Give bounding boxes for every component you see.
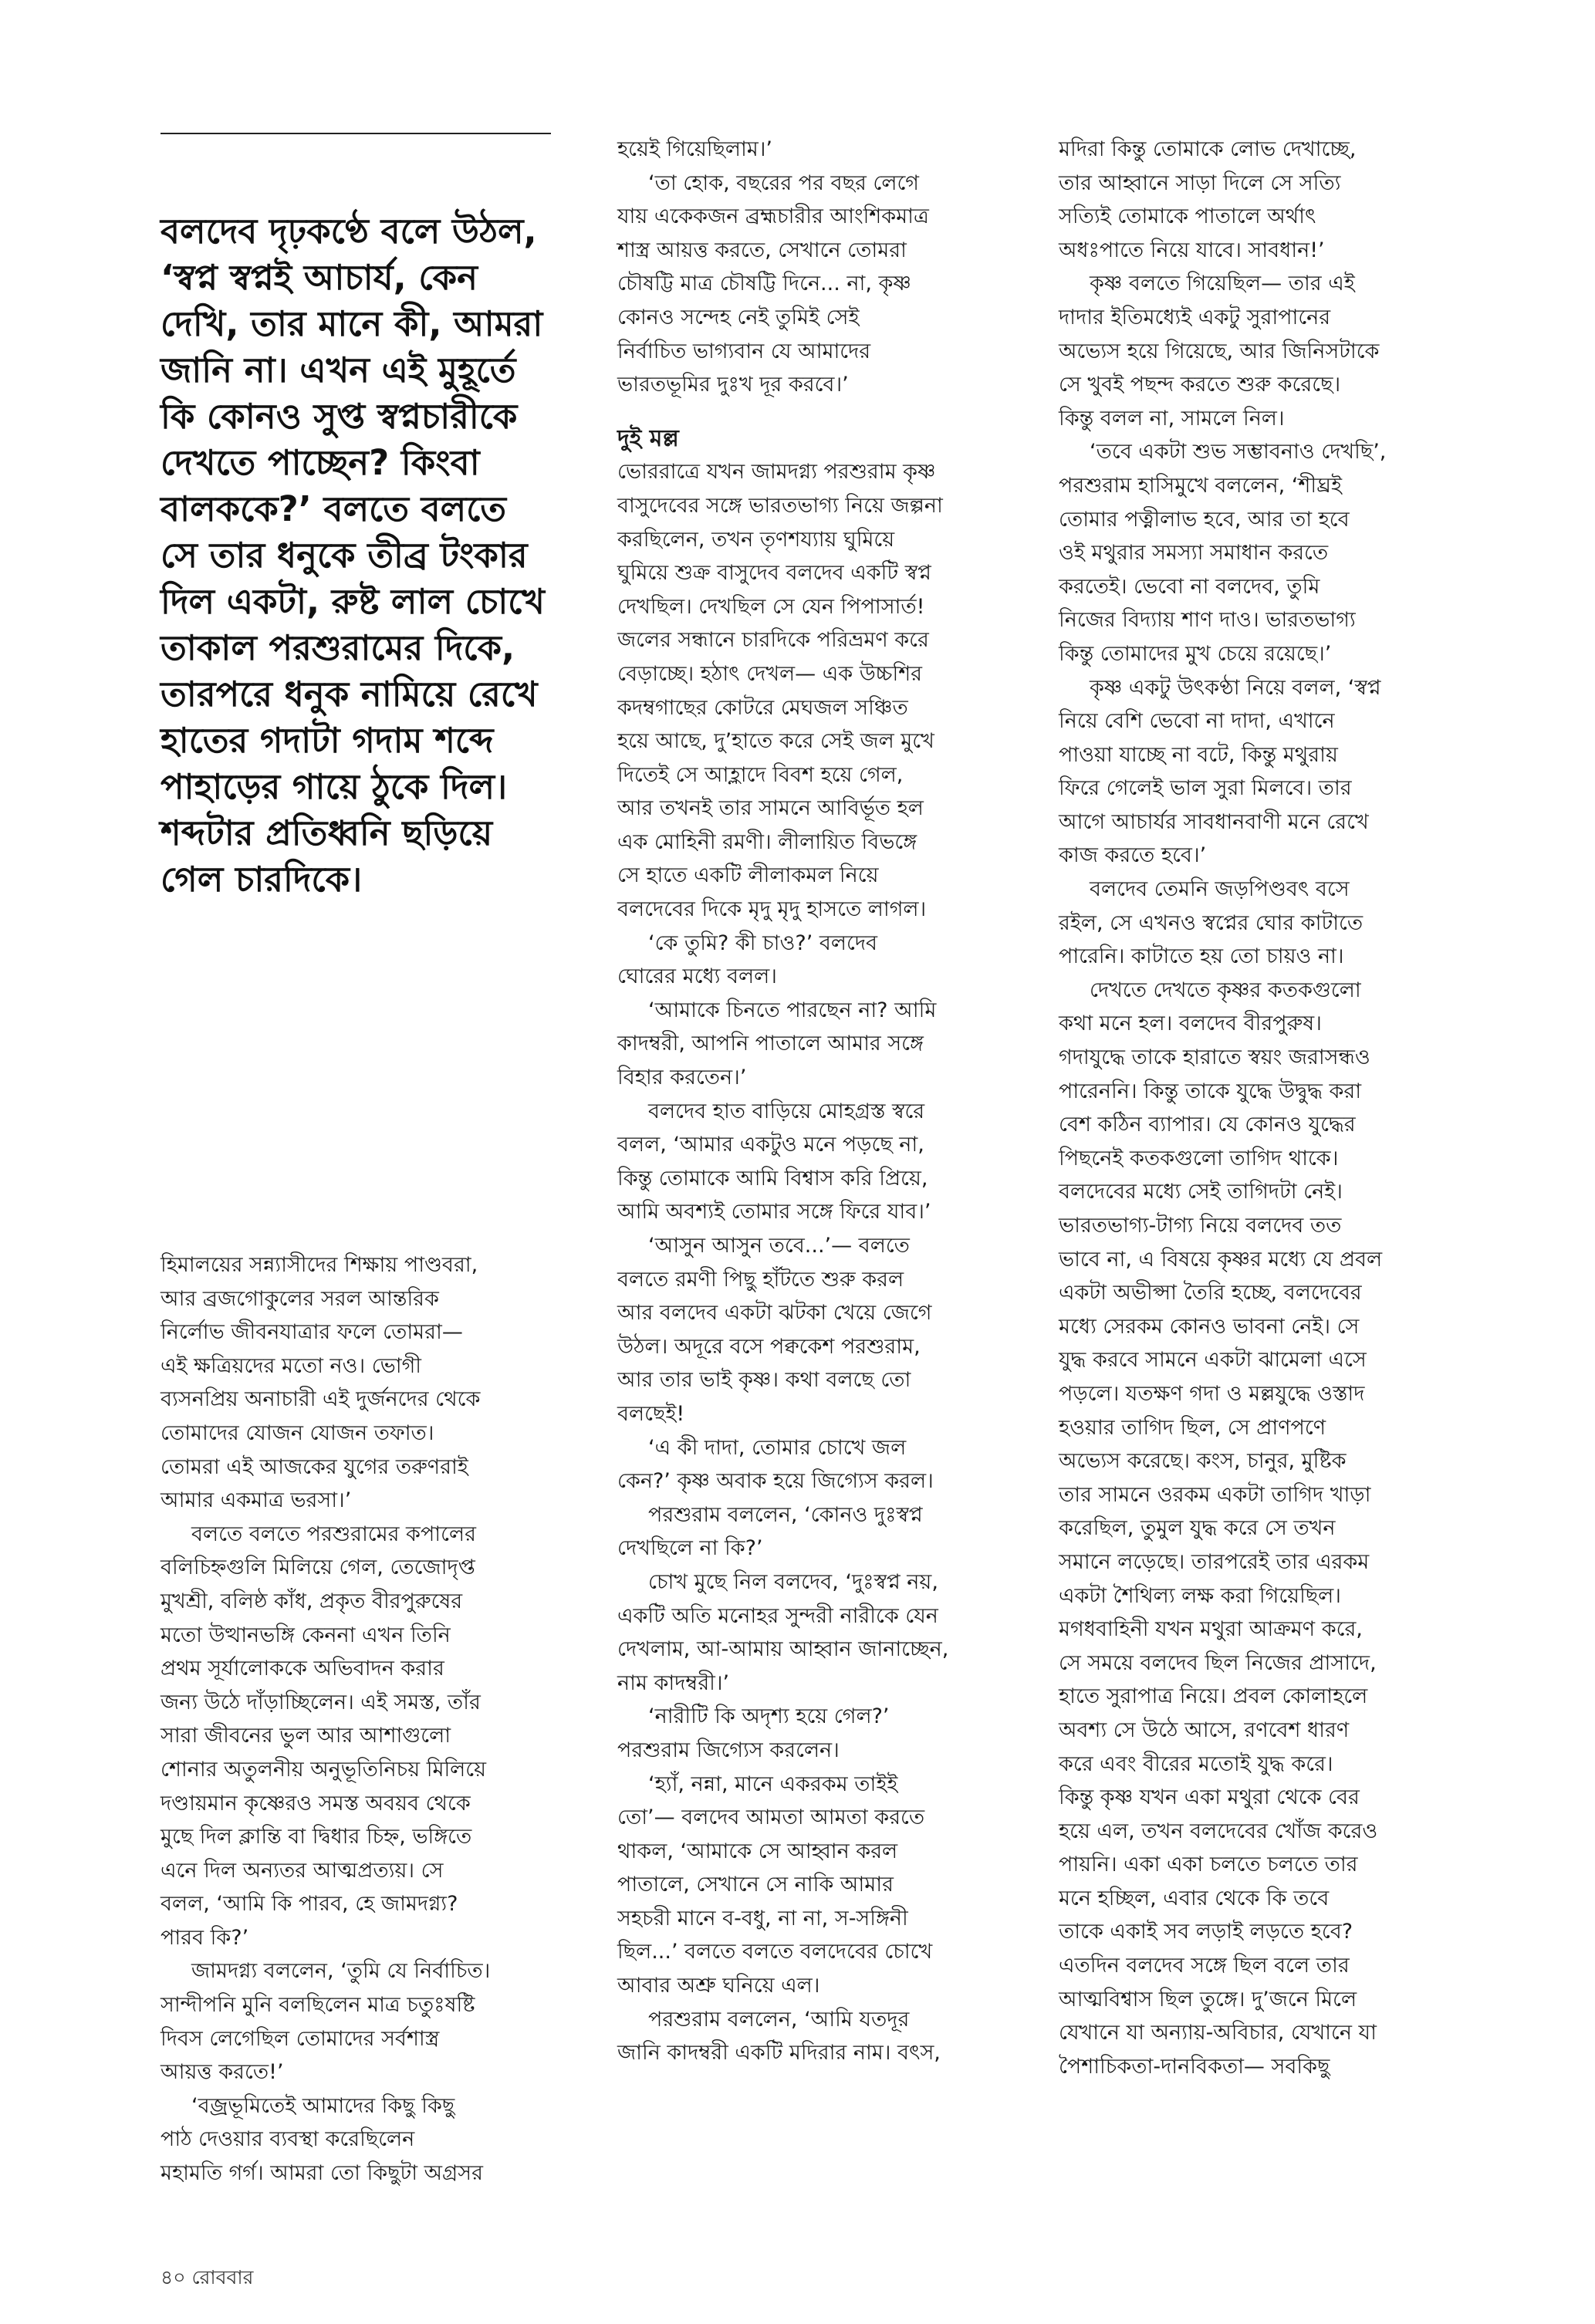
text-line: দেখলাম, আ-আমায় আহ্বান জানাচ্ছেন, bbox=[617, 1637, 949, 1662]
text-line: তাকে একাই সব লড়াই লড়তে হবে? bbox=[1059, 1920, 1353, 1944]
text-line: উঠল। অদূরে বসে পক্বকেশ পরশুরাম, bbox=[617, 1334, 921, 1359]
pull-quote-rule bbox=[161, 133, 551, 134]
text-line: পরশুরাম হাসিমুখে বললেন, ‘শীঘ্রই bbox=[1059, 473, 1342, 498]
text-line: ‘এ কী দাদা, তোমার চোখে জল bbox=[648, 1435, 907, 1460]
text-line: আত্মবিশ্বাস ছিল তুঙ্গে। দু’জনে মিলে bbox=[1059, 1987, 1357, 2012]
text-line: একটা অভীপ্সা তৈরি হচ্ছে, বলদেবের bbox=[1059, 1281, 1362, 1306]
text-line: সে খুবই পছন্দ করতে শুরু করেছে। bbox=[1059, 373, 1341, 397]
pull-quote bbox=[161, 208, 569, 903]
text-line: দেখতে দেখতে কৃষ্ণর কতকগুলো bbox=[1090, 978, 1361, 1002]
text-line: বেড়াচ্ছে। হঠাৎ দেখল— এক উচ্চশির bbox=[617, 661, 923, 686]
pull-quote-line: বালককে?’ বলতে বলতে bbox=[161, 488, 507, 529]
text-line: মদিরা কিন্তু তোমাকে লোভ দেখাচ্ছে, bbox=[1059, 137, 1357, 161]
text-line: ভোররাত্রে যখন জামদগ্ন্য পরশুরাম কৃষ্ণ bbox=[617, 460, 936, 485]
text-line: সে সময়ে বলদেব ছিল নিজের প্রাসাদে, bbox=[1059, 1650, 1377, 1675]
text-line: গদাযুদ্ধে তাকে হারাতে স্বয়ং জরাসন্ধও bbox=[1059, 1045, 1370, 1070]
text-line: দণ্ডায়মান কৃষ্ণেরও সমস্ত অবয়ব থেকে bbox=[161, 1791, 471, 1816]
text-line: মগধবাহিনী যখন মথুরা আক্রমণ করে, bbox=[1059, 1617, 1363, 1642]
text-line: দেখছিলে না কি?’ bbox=[617, 1536, 763, 1561]
text-line: নির্বাচিত ভাগ্যবান যে আমাদের bbox=[617, 339, 871, 363]
text-line: কেন?’ কৃষ্ণ অবাক হয়ে জিগ্যেস করল। bbox=[617, 1469, 934, 1494]
text-line: দাদার ইতিমধ্যেই একটু সুরাপানের bbox=[1059, 305, 1331, 329]
text-line: জলের সন্ধানে চারদিকে পরিভ্রমণ করে bbox=[617, 628, 929, 653]
text-line: ঘুমিয়ে শুক্র বাসুদেব বলদেব একটি স্বপ্ন bbox=[617, 561, 931, 586]
text-line: অবশ্য সে উঠে আসে, রণবেশ ধারণ bbox=[1059, 1718, 1350, 1742]
text-line: চৌষট্টি মাত্র চৌষট্টি দিনে... না, কৃষ্ণ bbox=[617, 272, 911, 296]
text-line: এই ক্ষত্রিয়দের মতো নও। ভোগী bbox=[161, 1353, 422, 1378]
text-line: বাসুদেবের সঙ্গে ভারতভাগ্য নিয়ে জল্পনা bbox=[617, 493, 943, 518]
text-line: মুখশ্রী, বলিষ্ঠ কাঁধ, প্রকৃত বীরপুরুষের bbox=[161, 1589, 463, 1613]
text-line: জানি কাদম্বরী একটি মদিরার নাম। বৎস, bbox=[617, 2041, 941, 2066]
text-line: হয়ে এল, তখন বলদেবের খোঁজ করেও bbox=[1059, 1819, 1378, 1843]
text-line: হওয়ার তাগিদ ছিল, সে প্রাণপণে bbox=[1059, 1415, 1326, 1440]
text-line: সহচরী মানে ব-বধু, না না, স-সঙ্গিনী bbox=[617, 1906, 908, 1930]
pull-quote-line: সে তার ধনুকে তীব্র টংকার bbox=[161, 535, 528, 576]
text-line: কিন্তু তোমাদের মুখ চেয়ে রয়েছে।’ bbox=[1059, 641, 1332, 666]
column-middle-lower bbox=[617, 455, 1003, 2070]
text-line: পাঠ দেওয়ার ব্যবস্থা করেছিলেন bbox=[161, 2127, 415, 2152]
text-line: সে হাতে একটি লীলাকমল নিয়ে bbox=[617, 863, 879, 888]
text-line: বিহার করতেন।’ bbox=[617, 1066, 747, 1090]
text-line: দিবস লেগেছিল তোমাদের সর্বশাস্ত্র bbox=[161, 2026, 440, 2051]
text-line: বেশ কঠিন ব্যাপার। যে কোনও যুদ্ধের bbox=[1059, 1113, 1356, 1137]
text-line: কিন্তু তোমাকে আমি বিশ্বাস করি প্রিয়ে, bbox=[617, 1166, 928, 1191]
text-line: ‘তা হোক, বছরের পর বছর লেগে bbox=[648, 171, 920, 195]
text-line: নাম কাদম্বরী।’ bbox=[617, 1670, 730, 1695]
text-line: হাতে সুরাপাত্র নিয়ে। প্রবল কোলাহলে bbox=[1059, 1684, 1368, 1709]
text-line: একটি অতি মনোহর সুন্দরী নারীকে যেন bbox=[617, 1603, 938, 1628]
text-line: আগে আচার্যর সাবধানবাণী মনে রেখে bbox=[1059, 809, 1369, 834]
pull-quote-line: শব্দটার প্রতিধ্বনি ছড়িয়ে bbox=[161, 812, 493, 853]
text-line: ভারতভূমির দুঃখ দূর করবে।’ bbox=[617, 373, 849, 397]
text-line: ভারতভাগ্য-টাগ্য নিয়ে বলদেব তত bbox=[1059, 1214, 1342, 1238]
text-line: বলছেই! bbox=[617, 1401, 685, 1426]
text-line: বলল, ‘আমার একটুও মনে পড়ছে না, bbox=[617, 1133, 924, 1157]
text-line: বলদেব তেমনি জড়পিণ্ডবৎ বসে bbox=[1090, 877, 1350, 902]
text-line: বলতে রমণী পিছু হাঁটতে শুরু করল bbox=[617, 1267, 904, 1292]
pull-quote-line: গেল চারদিকে। bbox=[161, 859, 363, 900]
text-line: বলদেব হাত বাড়িয়ে মোহগ্রস্ত স্বরে bbox=[648, 1099, 925, 1123]
text-line: যেখানে যা অন্যায়-অবিচার, যেখানে যা bbox=[1059, 2021, 1377, 2045]
section-heading: দুই মল্ল bbox=[617, 424, 679, 452]
magazine-name: রোববার bbox=[191, 2266, 254, 2289]
text-line: বলদেবের মধ্যে সেই তাগিদটা নেই। bbox=[1059, 1180, 1343, 1204]
pull-quote-line: জানি না। এখন এই মুহূর্তে bbox=[161, 350, 516, 390]
text-line: পারেনি। কাটাতে হয় তো চায়ও না। bbox=[1059, 944, 1344, 969]
text-line: সান্দীপনি মুনি বলছিলেন মাত্র চতুঃষষ্টি bbox=[161, 1993, 475, 2018]
pull-quote-line: তারপরে ধনুক নামিয়ে রেখে bbox=[161, 674, 538, 714]
text-line: কোনও সন্দেহ নেই তুমিই সেই bbox=[617, 305, 860, 329]
text-line: পারেননি। কিন্তু তাকে যুদ্ধে উদ্বুদ্ধ করা bbox=[1059, 1079, 1362, 1103]
text-line: হিমালয়ের সন্ন্যাসীদের শিক্ষায় পাণ্ডবরা, bbox=[161, 1253, 478, 1277]
text-line: চোখ মুছে নিল বলদেব, ‘দুঃস্বপ্ন নয়, bbox=[648, 1569, 938, 1594]
text-line: কৃষ্ণ একটু উৎকণ্ঠা নিয়ে বলল, ‘স্বপ্ন bbox=[1090, 675, 1381, 700]
text-line: তোমার পত্নীলাভ হবে, আর তা হবে bbox=[1059, 507, 1350, 532]
text-line: সমানে লড়েছে। তারপরেই তার এরকম bbox=[1059, 1549, 1370, 1574]
text-line: কাজ করতে হবে।’ bbox=[1059, 843, 1207, 868]
text-line: বলিচিহ্নগুলি মিলিয়ে গেল, তেজোদৃপ্ত bbox=[161, 1556, 475, 1580]
text-line: আর তখনই তার সামনে আবির্ভূত হল bbox=[617, 796, 924, 821]
text-line: তোমাদের যোজন যোজন তফাত। bbox=[161, 1420, 434, 1445]
text-line: কথা মনে হল। বলদেব বীরপুরুষ। bbox=[1059, 1012, 1322, 1036]
text-line: ‘আসুন আসুন তবে...’— বলতে bbox=[648, 1234, 910, 1258]
column-right bbox=[1059, 133, 1445, 2083]
pull-quote-line: দেখি, তার মানে কী, আমরা bbox=[161, 303, 543, 344]
text-line: দিতেই সে আহ্লাদে বিবশ হয়ে গেল, bbox=[617, 762, 904, 787]
pull-quote-line: দিল একটা, রুষ্ট লাল চোখে bbox=[161, 581, 545, 622]
text-line: একটা শৈথিল্য লক্ষ করা গিয়েছিল। bbox=[1059, 1583, 1341, 1608]
text-line: অধঃপাতে নিয়ে যাবে। সাবধান!’ bbox=[1059, 238, 1325, 262]
text-line: করেছিল, তুমুল যুদ্ধ করে সে তখন bbox=[1059, 1516, 1336, 1541]
text-line: ঘোরের মধ্যে বলল। bbox=[617, 964, 777, 989]
text-line: আর বলদেব একটা ঝটকা খেয়ে জেগে bbox=[617, 1301, 932, 1326]
text-line: দেখছিল। দেখছিল সে যেন পিপাসার্ত! bbox=[617, 594, 925, 619]
text-line: পারব কি?’ bbox=[161, 1925, 249, 1950]
text-line: মুছে দিল ক্লান্তি বা দ্বিধার চিহ্ন, ভঙ্গিতে bbox=[161, 1825, 472, 1849]
text-line: ছিল...’ বলতে বলতে বলদেবের চোখে bbox=[617, 1940, 933, 1964]
text-line: মধ্যে সেরকম কোনও ভাবনা নেই। সে bbox=[1059, 1314, 1360, 1339]
text-line: পরশুরাম জিগ্যেস করলেন। bbox=[617, 1738, 840, 1762]
pull-quote-line: ‘স্বপ্ন স্বপ্নই আচার্য, কেন bbox=[161, 257, 478, 298]
text-line: করে এবং বীরের মতোই যুদ্ধ করে। bbox=[1059, 1751, 1333, 1776]
text-line: কিন্তু কৃষ্ণ যখন একা মথুরা থেকে বের bbox=[1059, 1785, 1360, 1810]
text-line: কিন্তু বলল না, সামলে নিল। bbox=[1059, 406, 1285, 431]
text-line: করছিলেন, তখন তৃণশয্যায় ঘুমিয়ে bbox=[617, 527, 895, 552]
pull-quote-line: হাতের গদাটা গদাম শব্দে bbox=[161, 720, 494, 761]
text-line: ব্যসনপ্রিয় অনাচারী এই দুর্জনদের থেকে bbox=[161, 1387, 481, 1412]
pull-quote-line: কি কোনও সুপ্ত স্বপ্নচারীকে bbox=[161, 396, 518, 437]
text-line: ‘কে তুমি? কী চাও?’ বলদেব bbox=[648, 931, 878, 955]
text-line: বলতে বলতে পরশুরামের কপালের bbox=[191, 1522, 476, 1546]
text-line: ‘হ্যাঁ, নন্না, মানে একরকম তাইই bbox=[648, 1772, 898, 1796]
text-line: জন্য উঠে দাঁড়াচ্ছিলেন। এই সমস্ত, তাঁর bbox=[161, 1690, 481, 1714]
text-line: সত্যিই তোমাকে পাতালে অর্থাৎ bbox=[1059, 204, 1316, 229]
text-line: করতেই। ভেবো না বলদেব, তুমি bbox=[1059, 574, 1320, 599]
text-line: ‘বজ্রভূমিতেই আমাদের কিছু কিছু bbox=[191, 2093, 455, 2118]
text-line: যুদ্ধ করবে সামনে একটা ঝামেলা এসে bbox=[1059, 1348, 1367, 1373]
text-line: হয়ে আছে, দু’হাতে করে সেই জল মুখে bbox=[617, 729, 934, 754]
column-left bbox=[161, 1248, 546, 2191]
text-line: কাদম্বরী, আপনি পাতালে আমার সঙ্গে bbox=[617, 1032, 924, 1056]
text-line: ভাবে না, এ বিষয়ে কৃষ্ণর মধ্যে যে প্রবল bbox=[1059, 1247, 1383, 1272]
text-line: অভ্যেস হয়ে গিয়েছে, আর জিনিসটাকে bbox=[1059, 339, 1380, 363]
text-line: ফিরে গেলেই ভাল সুরা মিলবে। তার bbox=[1059, 776, 1352, 801]
text-line: জামদগ্ন্য বললেন, ‘তুমি যে নির্বাচিত। bbox=[191, 1959, 491, 1984]
text-line: আর ব্রজগোকুলের সরল আন্তরিক bbox=[161, 1286, 439, 1311]
text-line: ‘তবে একটা শুভ সম্ভাবনাও দেখছি’, bbox=[1090, 440, 1387, 464]
text-line: আমি অবশ্যই তোমার সঙ্গে ফিরে যাব।’ bbox=[617, 1200, 931, 1224]
text-line: কৃষ্ণ বলতে গিয়েছিল— তার এই bbox=[1090, 272, 1355, 296]
column-middle-upper bbox=[617, 133, 1003, 402]
text-line: তো’— বলদেব আমতা আমতা করতে bbox=[617, 1805, 925, 1830]
text-line: এতদিন বলদেব সঙ্গে ছিল বলে তার bbox=[1059, 1954, 1350, 1978]
pull-quote-line: পাহাড়ের গায়ে ঠুকে দিল। bbox=[161, 766, 508, 807]
text-line: অভ্যেস করেছে। কংস, চানুর, মুষ্টিক bbox=[1059, 1449, 1347, 1474]
text-line: কদম্বগাছের কোটরে মেঘজল সঞ্চিত bbox=[617, 695, 908, 720]
text-line: ‘নারীটি কি অদৃশ্য হয়ে গেল?’ bbox=[648, 1704, 890, 1729]
page-number: ৪০ bbox=[161, 2266, 186, 2289]
text-line: পায়নি। একা একা চলতে চলতে তার bbox=[1059, 1853, 1358, 1877]
text-line: বলদেবের দিকে মৃদু মৃদু হাসতে লাগল। bbox=[617, 897, 927, 922]
text-line: পড়লে। যতক্ষণ গদা ও মল্লযুদ্ধে ওস্তাদ bbox=[1059, 1381, 1365, 1406]
text-line: মহামতি গর্গ। আমরা তো কিছুটা অগ্রসর bbox=[161, 2161, 483, 2186]
text-line: তার আহ্বানে সাড়া দিলে সে সত্যি bbox=[1059, 171, 1341, 195]
text-line: ‘আমাকে চিনতে পারছেন না? আমি bbox=[648, 998, 937, 1022]
text-line: নিয়ে বেশি ভেবো না দাদা, এখানে bbox=[1059, 709, 1335, 734]
text-line: শোনার অতুলনীয় অনুভূতিনিচয় মিলিয়ে bbox=[161, 1757, 487, 1782]
text-line: তোমরা এই আজকের যুগের তরুণরাই bbox=[161, 1454, 468, 1479]
text-line: আবার অশ্রু ঘনিয়ে এল। bbox=[617, 1974, 820, 1998]
text-line: বলল, ‘আমি কি পারব, হে জামদগ্ন্য? bbox=[161, 1892, 458, 1917]
text-line: আয়ত্ত করতে!’ bbox=[161, 2060, 284, 2085]
text-line: এক মোহিনী রমণী। লীলায়িত বিভঙ্গে bbox=[617, 829, 917, 854]
text-line: মনে হচ্ছিল, এবার থেকে কি তবে bbox=[1059, 1886, 1330, 1910]
text-line: থাকল, ‘আমাকে সে আহ্বান করল bbox=[617, 1839, 898, 1863]
text-line: তার সামনে ওরকম একটা তাগিদ খাড়া bbox=[1059, 1482, 1371, 1507]
text-line: আর তার ভাই কৃষ্ণ। কথা বলছে তো bbox=[617, 1368, 911, 1393]
text-line: সারা জীবনের ভুল আর আশাগুলো bbox=[161, 1724, 451, 1748]
text-line: মতো উত্থানভঙ্গি কেননা এখন তিনি bbox=[161, 1623, 451, 1647]
text-line: প্রথম সূর্যালোককে অভিবাদন করার bbox=[161, 1657, 444, 1681]
text-line: শাস্ত্র আয়ত্ত করতে, সেখানে তোমরা bbox=[617, 238, 907, 262]
text-line: পৈশাচিকতা-দানবিকতা— সবকিছু bbox=[1059, 2054, 1330, 2079]
column-middle bbox=[617, 133, 1003, 2070]
pull-quote-line: দেখতে পাচ্ছেন? কিংবা bbox=[161, 442, 480, 483]
text-line: রইল, সে এখনও স্বপ্নের ঘোর কাটাতে bbox=[1059, 910, 1364, 935]
text-line: পরশুরাম বললেন, ‘কোনও দুঃস্বপ্ন bbox=[648, 1502, 923, 1527]
text-line: পিছনেই কতকগুলো তাগিদ থাকে। bbox=[1059, 1146, 1339, 1170]
page-footer bbox=[161, 2262, 253, 2295]
text-line: পাওয়া যাচ্ছে না বটে, কিন্তু মথুরায় bbox=[1059, 742, 1338, 767]
pull-quote-line: তাকাল পরশুরামের দিকে, bbox=[161, 627, 515, 668]
text-line: পাতালে, সেখানে সে নাকি আমার bbox=[617, 1873, 894, 1897]
text-line: ওই মথুরার সমস্যা সমাধান করতে bbox=[1059, 541, 1329, 566]
text-line: হয়েই গিয়েছিলাম।’ bbox=[617, 137, 773, 161]
text-line: নির্লোভ জীবনযাত্রার ফলে তোমরা— bbox=[161, 1320, 463, 1345]
text-line: নিজের বিদ্যায় শাণ দাও। ভারতভাগ্য bbox=[1059, 608, 1356, 633]
text-line: যায় একেকজন ব্রহ্মচারীর আংশিকমাত্র bbox=[617, 204, 929, 229]
text-line: আমার একমাত্র ভরসা।’ bbox=[161, 1488, 352, 1513]
pull-quote-line: বলদেব দৃঢ়কণ্ঠে বলে উঠল, bbox=[161, 211, 537, 252]
text-line: পরশুরাম বললেন, ‘আমি যতদূর bbox=[648, 2007, 910, 2032]
text-line: এনে দিল অন্যতর আত্মপ্রত্যয়। সে bbox=[161, 1858, 444, 1883]
